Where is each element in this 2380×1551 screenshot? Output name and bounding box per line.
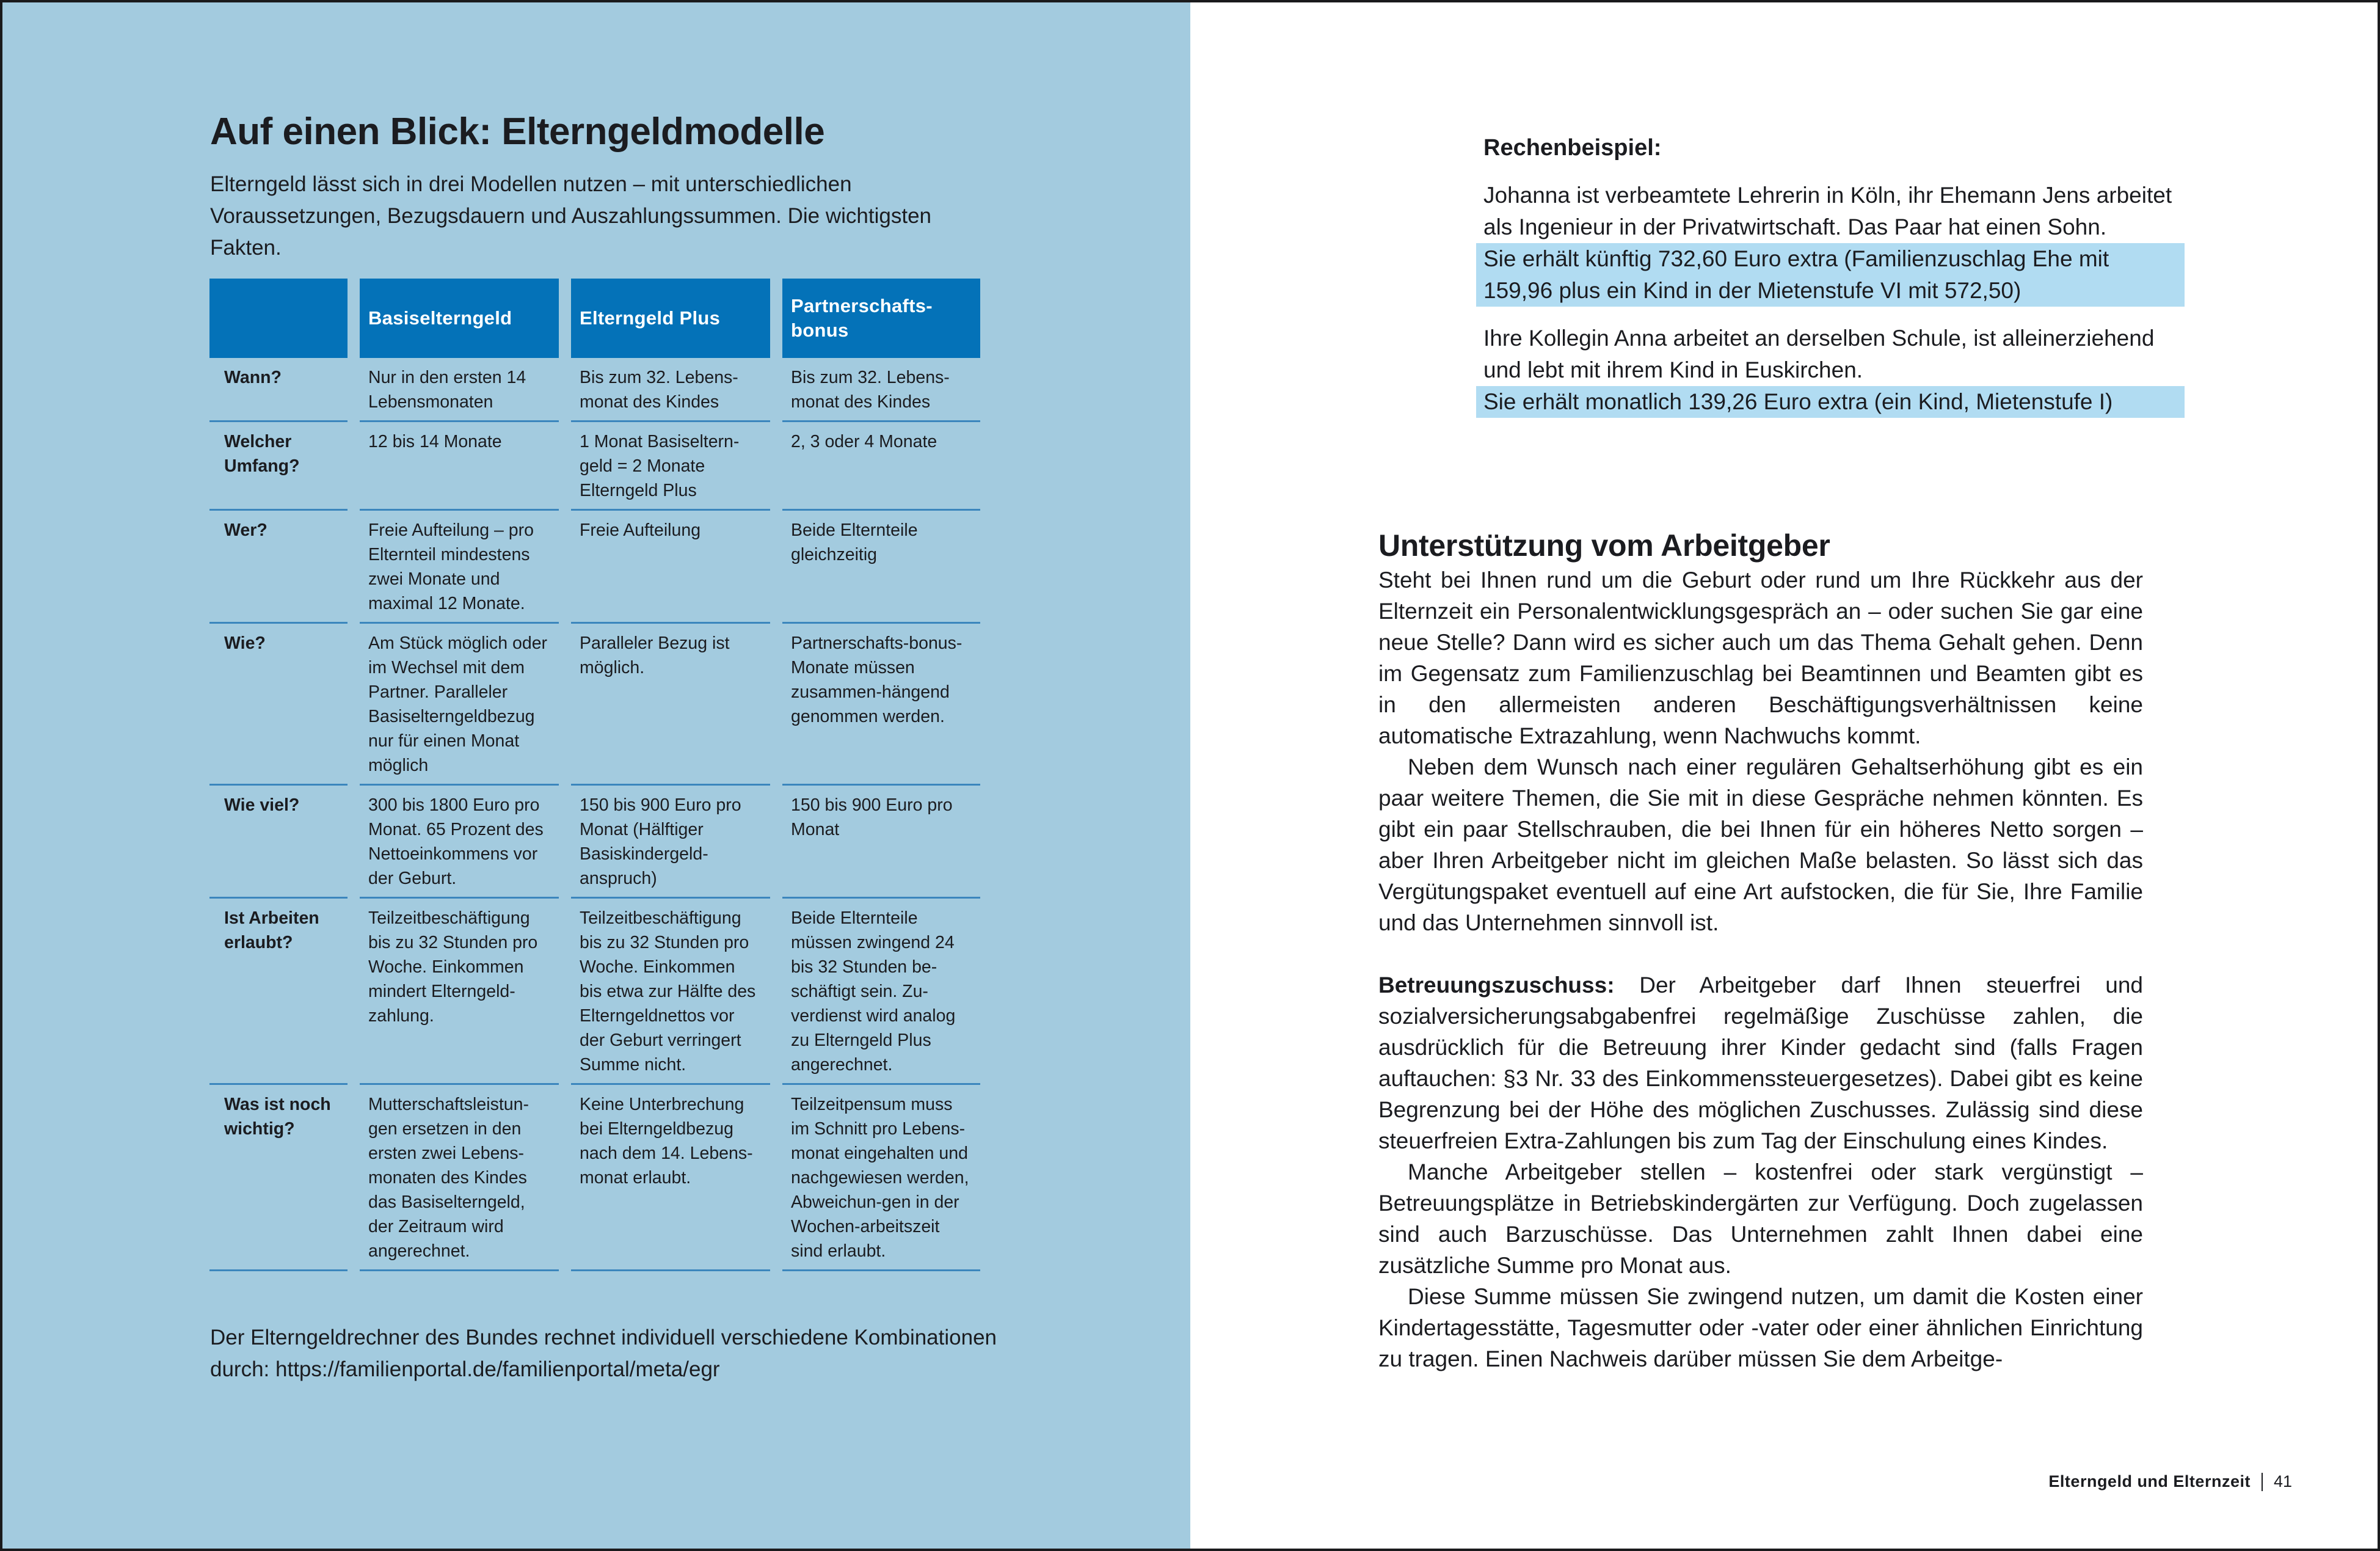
cell-bonus: Beide Elternteile gleichzeitig [782, 511, 980, 624]
row-label: Welcher Umfang? [209, 422, 348, 511]
footer-divider [2262, 1473, 2263, 1491]
table-row [209, 422, 980, 511]
body-paragraph: Neben dem Wunsch nach einer regulären Gehaltserhöhung gibt es ein paar weitere Themen, die Sie mit in diese Gespräche nehmen könnten. Es gibt ein paar Stellschrauben, die bei Ihnen für ein höheres Netto sorgen – aber Ihren Arbeitgeber nicht im gleichen Maße belasten. So lässt sich das Vergütungspaket eventuell auf eine Art aufstocken, die für Sie, Ihre Familie und das Unternehmen sinnvoll ist. [1378, 754, 2143, 935]
row-label: Wer? [209, 511, 348, 624]
header-cell-empty [209, 279, 348, 358]
body-paragraph: Diese Summe müssen Sie zwingend nutzen, um damit die Kosten einer Kindertagesstätte, Tagesmutter oder -vater oder einer ähnlichen Einrichtung zu tragen. Einen Nachweis darüber müssen Sie dem Arbeitge- [1378, 1284, 2143, 1371]
calculation-example-box [1483, 132, 2192, 418]
cell-basis: 300 bis 1800 Euro pro Monat. 65 Prozent des Nettoeinkommens vor der Geburt. [360, 786, 559, 899]
cell-plus: 1 Monat Basiseltern-geld = 2 Monate Elterngeld Plus [571, 422, 770, 511]
book-spread [2, 2, 2378, 1549]
left-page [2, 2, 1190, 1549]
row-label: Wann? [209, 358, 348, 422]
table-row [209, 1085, 980, 1271]
row-label: Ist Arbeiten erlaubt? [209, 899, 348, 1085]
cell-plus: Paralleler Bezug ist möglich. [571, 624, 770, 786]
example-highlight-anna: Sie erhält monatlich 139,26 Euro extra (ein Kind, Mietenstufe I) [1476, 386, 2185, 418]
right-page [1190, 2, 2378, 1549]
cell-basis: 12 bis 14 Monate [360, 422, 559, 511]
body-paragraph: Manche Arbeitgeber stellen – kostenfrei oder stark vergünstigt – Betreuungsplätze in Betriebskindergärten zur Verfügung. Doch zugelassen sind auch Barzuschüsse. Das Unternehmen zahlt Ihnen dabei eine zusätzliche Summe pro Monat aus. [1378, 1159, 2143, 1278]
table-row [209, 511, 980, 624]
elterngeldrechner-footnote: Der Elterngeldrechner des Bundes rechnet individuell verschiedene Kombinationen durch: https://familienportal.de/familienportal/meta/egr [210, 1326, 997, 1381]
example-paragraph-johanna: Johanna ist verbeamtete Lehrerin in Köln, ihr Ehemann Jens arbeitet als Ingenieur in der Privatwirtschaft. Das Paar hat einen Sohn. [1483, 183, 2172, 239]
cell-plus: Bis zum 32. Lebens-monat des Kindes [571, 358, 770, 422]
elterngeld-comparison-table [209, 279, 980, 1271]
section-body [1378, 564, 2143, 1374]
footer-chapter-title: Elterngeld und Elternzeit [2048, 1472, 2251, 1491]
cell-plus: 150 bis 900 Euro pro Monat (Hälftiger Basiskindergeld-anspruch) [571, 786, 770, 899]
row-label: Was ist noch wichtig? [209, 1085, 348, 1271]
running-footer [2048, 1472, 2292, 1491]
cell-plus: Teilzeitbeschäftigung bis zu 32 Stunden pro Woche. Einkommen bis etwa zur Hälfte des Elterngeldnettos vor der Geburt verringert Summe nicht. [571, 899, 770, 1085]
table-header-row [209, 279, 980, 358]
header-cell-elterngeld-plus: Elterngeld Plus [571, 279, 770, 358]
cell-bonus: Bis zum 32. Lebens-monat des Kindes [782, 358, 980, 422]
cell-plus: Keine Unterbrechung bei Elterngeldbezug nach dem 14. Lebens-monat erlaubt. [571, 1085, 770, 1271]
table-row [209, 899, 980, 1085]
cell-plus: Freie Aufteilung [571, 511, 770, 624]
header-cell-basiselterngeld: Basiselterngeld [360, 279, 559, 358]
cell-basis: Freie Aufteilung – pro Elternteil mindestens zwei Monate und maximal 12 Monate. [360, 511, 559, 624]
cell-basis: Nur in den ersten 14 Lebensmonaten [360, 358, 559, 422]
row-label: Wie viel? [209, 786, 348, 899]
cell-bonus: Teilzeitpensum muss im Schnitt pro Lebens-monat eingehalten und nachgewiesen werden, Abweichun-gen in der Wochen-arbeitszeit sind erlaubt. [782, 1085, 980, 1271]
cell-bonus: Partnerschafts-bonus-Monate müssen zusammen-hängend genommen werden. [782, 624, 980, 786]
row-label: Wie? [209, 624, 348, 786]
cell-bonus: 2, 3 oder 4 Monate [782, 422, 980, 511]
example-paragraph-anna: Ihre Kollegin Anna arbeitet an derselben Schule, ist alleinerziehend und lebt mit ihrem Kind in Euskirchen. [1483, 326, 2155, 382]
page-title: Auf einen Blick: Elterngeldmodelle [210, 111, 825, 153]
header-cell-partnerschaftsbonus: Partnerschafts-bonus [782, 279, 980, 358]
page-number: 41 [2273, 1472, 2292, 1491]
example-title: Rechenbeispiel: [1483, 135, 1662, 161]
betreuungszuschuss-lead: Betreuungszuschuss: [1378, 973, 1615, 998]
body-paragraph: Steht bei Ihnen rund um die Geburt oder rund um Ihre Rückkehr aus der Elternzeit ein Personalentwicklungsgespräch an – oder suchen Sie gar eine neue Stelle? Dann wird es sicher auch um das Thema Gehalt gehen. Denn im Gegensatz zum Familienzuschlag bei Beamtinnen und Beamten gibt es in den allermeisten anderen Beschäftigungsverhältnissen keine automatische Extrazahlung, wenn Nachwuchs kommt. [1378, 567, 2143, 748]
betreuungszuschuss-paragraph [1378, 969, 2143, 1156]
section-heading: Unterstützung vom Arbeitgeber [1378, 528, 1830, 563]
cell-basis: Teilzeitbeschäftigung bis zu 32 Stunden pro Woche. Einkommen mindert Elterngeld-zahlung. [360, 899, 559, 1085]
table-row [209, 358, 980, 422]
example-highlight-johanna: Sie erhält künftig 732,60 Euro extra (Familienzuschlag Ehe mit 159,96 plus ein Kind in der Mietenstufe VI mit 572,50) [1476, 243, 2185, 307]
table-row [209, 624, 980, 786]
cell-basis: Mutterschaftsleistun-gen ersetzen in den ersten zwei Lebens-monaten des Kindes das Basiselterngeld, der Zeitraum wird angerechnet. [360, 1085, 559, 1271]
cell-bonus: Beide Elternteile müssen zwingend 24 bis 32 Stunden be-schäftigt sein. Zu-verdienst wird analog zu Elterngeld Plus angerechnet. [782, 899, 980, 1085]
betreuungszuschuss-text: Der Arbeitgeber darf Ihnen steuerfrei und sozialversicherungsabgabenfrei regelmäßige Zuschüsse zahlen, die ausdrücklich für die Betreuung ihrer Kinder gedacht sind (falls Fragen auftauchen: §3 Nr. 33 des Einkommenssteuergesetzes). Dabei gibt es keine Begrenzung bei der Höhe des möglichen Zuschusses. Zulässig sind diese steuerfreien Extra-Zahlungen bis zum Tag der Einschulung eines Kindes. [1378, 973, 2143, 1153]
table-body [209, 358, 980, 1271]
table-row [209, 786, 980, 899]
intro-text: Elterngeld lässt sich in drei Modellen nutzen – mit unterschiedlichen Voraussetzungen, Bezugsdauern und Auszahlungssummen. Die wichtigsten Fakten. [210, 172, 932, 260]
cell-bonus: 150 bis 900 Euro pro Monat [782, 786, 980, 899]
cell-basis: Am Stück möglich oder im Wechsel mit dem Partner. Paralleler Basiselterngeldbezug nur für einen Monat möglich [360, 624, 559, 786]
